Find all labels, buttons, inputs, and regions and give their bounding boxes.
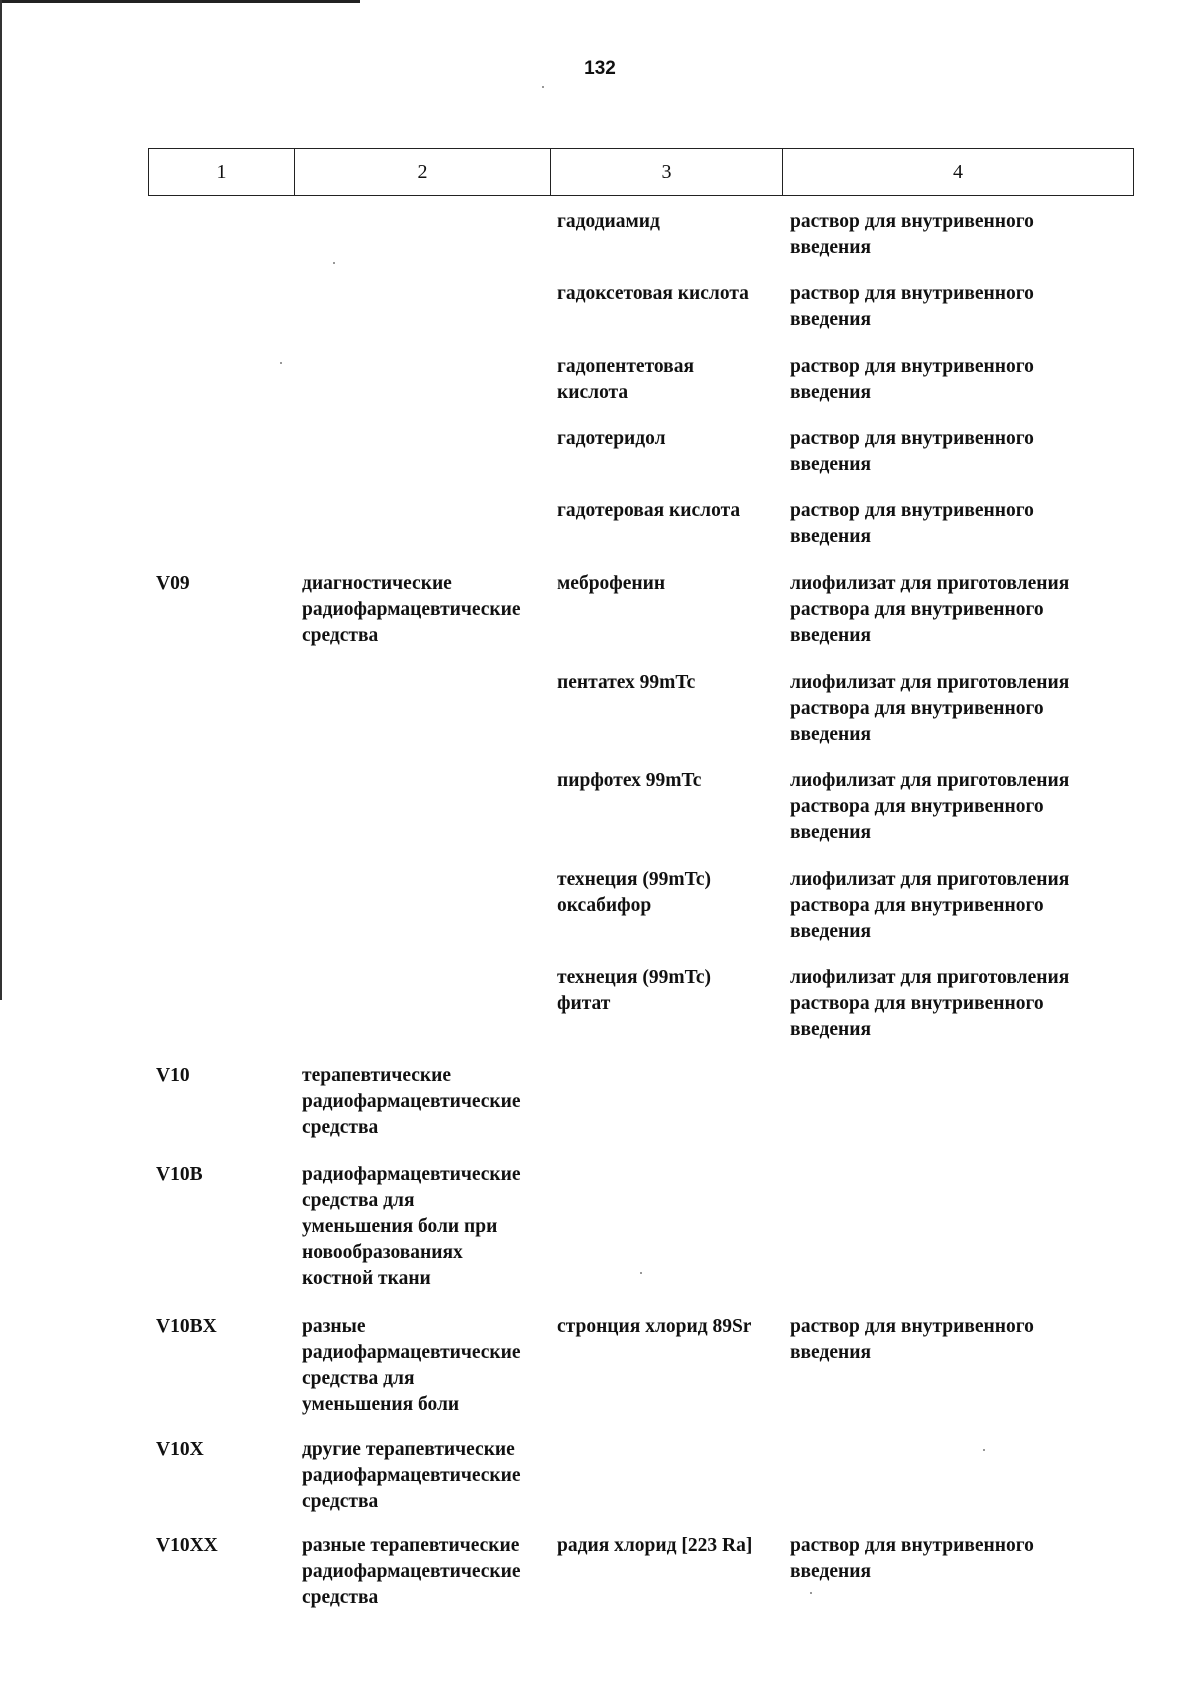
dosage-form: раствор для внутривенного введения	[790, 1316, 1034, 1363]
atc-code: V10XX	[156, 1535, 218, 1556]
column-header-4: 4	[783, 149, 1134, 196]
drug-name: гадотеридол	[557, 428, 666, 449]
column-header-table	[148, 148, 1134, 196]
drug-name: меброфенин	[557, 573, 666, 594]
drug-name: радия хлорид [223 Ra]	[557, 1535, 753, 1556]
drug-name: пентатех 99mTc	[557, 672, 696, 693]
drug-name: технеция (99mTc) фитат	[557, 967, 711, 1014]
page-number: 132	[584, 58, 616, 79]
drug-name: гадодиамид	[557, 211, 660, 232]
dosage-form: лиофилизат для приготовления раствора для внутривенного введения	[790, 573, 1070, 646]
atc-group-name: разные терапевтические радиофармацевтические средства	[302, 1535, 521, 1608]
drug-name: гадотеровая кислота	[557, 500, 741, 521]
scan-edge-top	[0, 0, 360, 3]
atc-code: V10	[156, 1065, 190, 1086]
scan-speck	[983, 1449, 985, 1451]
scan-speck	[542, 86, 544, 88]
column-header-3: 3	[551, 149, 783, 196]
atc-code: V10X	[156, 1439, 204, 1460]
drug-name: гадоксетовая кислота	[557, 283, 749, 304]
dosage-form: раствор для внутривенного введения	[790, 283, 1034, 330]
atc-code: V09	[156, 573, 190, 594]
scan-speck	[333, 262, 335, 264]
dosage-form: лиофилизат для приготовления раствора для внутривенного введения	[790, 672, 1070, 745]
atc-group-name: другие терапевтические радиофармацевтические средства	[302, 1439, 521, 1512]
scan-speck	[810, 1592, 812, 1594]
dosage-form: лиофилизат для приготовления раствора для внутривенного введения	[790, 770, 1070, 843]
dosage-form: раствор для внутривенного введения	[790, 356, 1034, 403]
dosage-form: лиофилизат для приготовления раствора для внутривенного введения	[790, 869, 1070, 942]
column-header-1: 1	[149, 149, 295, 196]
drug-name: гадопентетовая кислота	[557, 356, 694, 403]
dosage-form: лиофилизат для приготовления раствора для внутривенного введения	[790, 967, 1070, 1040]
dosage-form: раствор для внутривенного введения	[790, 1535, 1034, 1582]
atc-code: V10B	[156, 1164, 203, 1185]
scan-speck	[280, 362, 282, 364]
atc-code: V10BX	[156, 1316, 217, 1337]
atc-group-name: терапевтические радиофармацевтические средства	[302, 1065, 521, 1138]
scan-speck	[640, 1272, 642, 1274]
dosage-form: раствор для внутривенного введения	[790, 500, 1034, 547]
drug-name: пирфотех 99mTc	[557, 770, 702, 791]
column-header-2: 2	[295, 149, 551, 196]
drug-name: стронция хлорид 89Sr	[557, 1316, 752, 1337]
dosage-form: раствор для внутривенного введения	[790, 428, 1034, 475]
drug-name: технеция (99mTc) оксабифор	[557, 869, 711, 916]
column-header-row	[149, 149, 1134, 196]
atc-group-name: разные радиофармацевтические средства для уменьшения боли	[302, 1316, 521, 1415]
atc-group-name: диагностические радиофармацевтические средства	[302, 573, 521, 646]
dosage-form: раствор для внутривенного введения	[790, 211, 1034, 258]
atc-group-name: радиофармацевтические средства для уменьшения боли при новообразованиях костной ткани	[302, 1164, 521, 1289]
scan-edge-left	[0, 0, 2, 1000]
